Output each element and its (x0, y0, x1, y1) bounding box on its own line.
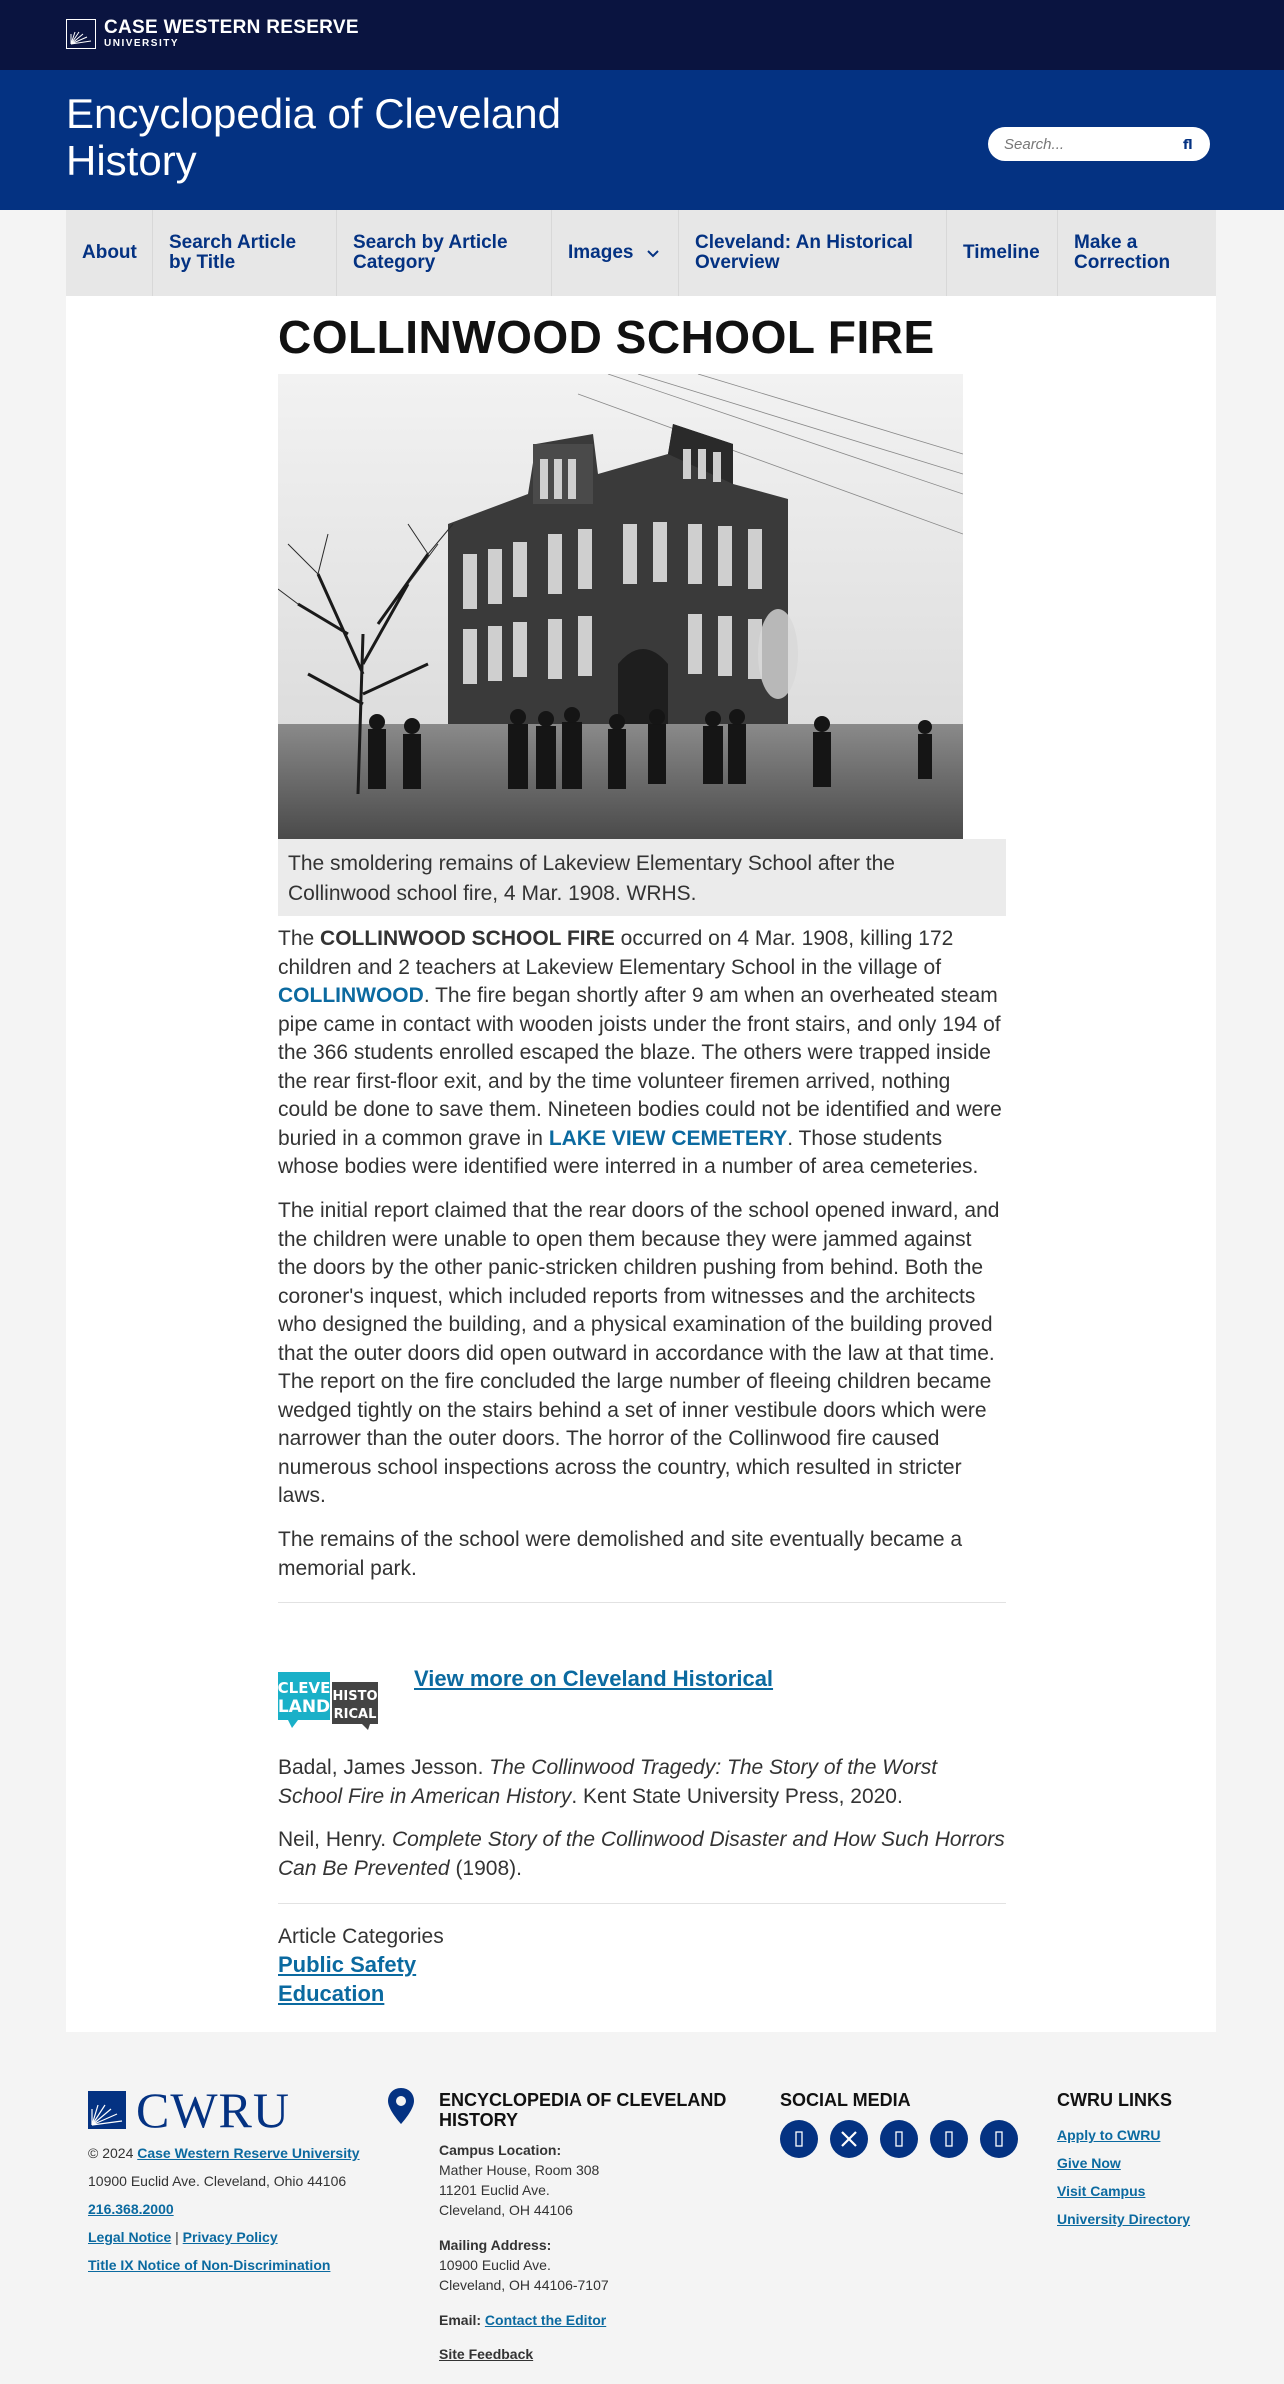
nav-images[interactable]: Images (552, 210, 679, 296)
privacy-policy-link[interactable]: Privacy Policy (182, 2229, 278, 2245)
article-paragraph-1: The COLLINWOOD SCHOOL FIRE occurred on 4 Mar. 1908, killing 172 children and 2 teachers at Lakeview Elementary School in the village of COLLINWOOD. The fire began shortly after 9 am when an overheated steam pipe came in contact with wooden joists under the front stairs, and only 194 of the 366 students enrolled escaped the blaze. The others were trapped inside the rear first-floor exit, and by the time volunteer firemen arrived, nothing could be done to save them. Nineteen bodies could not be identified and were buried in a common grave in LAKE VIEW CEMETERY. Those students whose bodies were identified were interred in a number of area cemeteries. (278, 927, 1002, 1178)
page-title: COLLINWOOD SCHOOL FIRE (278, 311, 935, 363)
footer-legal-links: Legal Notice | Privacy Policy (88, 2229, 278, 2245)
nav-search-by-category[interactable]: Search by Article Category (337, 210, 552, 296)
apply-link[interactable]: Apply to CWRU (1057, 2127, 1161, 2143)
svg-text:LAND: LAND (278, 1697, 331, 1717)
cwru-link[interactable]: Case Western Reserve University (137, 2145, 360, 2161)
nav-search-by-title[interactable]: Search Article by Title (153, 210, 337, 296)
footer-address: 10900 Euclid Ave. Cleveland, Ohio 44106 (88, 2173, 347, 2189)
categories-label: Article Categories (278, 1925, 444, 1948)
category-education[interactable]: Education (278, 1981, 385, 2006)
location-pin-icon (388, 2088, 414, 2129)
search-box (988, 127, 1210, 161)
brand-subname: UNIVERSITY (104, 38, 180, 49)
youtube-icon[interactable] (980, 2120, 1018, 2158)
university-directory-link[interactable]: University Directory (1057, 2211, 1191, 2227)
linkedin-icon[interactable] (930, 2120, 968, 2158)
article-subject: COLLINWOOD SCHOOL FIRE (320, 927, 615, 950)
site-header (0, 70, 1284, 210)
cwru-seal-icon (88, 2091, 126, 2129)
article-paragraph-2: The initial report claimed that the rear doors of the school opened inward, and the children were unable to open them because they were jammed against the doors by the other panic-stricken children pushing from behind. Both the coroner's inquest, which included reports from witnesses and the architects who designed the building, and a physical examination of the building proved that the outer doors did open outward in accordance with the law at that time. The report on the fire concluded the large number of fleeing children became wedged tightly on the stairs behind a set of inner vestibule doors which were narrower than the outer doors. The horror of the Collinwood fire caused numerous school inspections across the country, which resulted in stricter laws. (278, 1199, 1000, 1507)
photo-caption: The smoldering remains of Lakeview Elementary School after the Collinwood school fire, 4 Mar. 1908. WRHS. (278, 839, 1006, 916)
legal-notice-link[interactable]: Legal Notice (88, 2229, 172, 2245)
facebook-icon[interactable] (780, 2120, 818, 2158)
cwru-brand-link[interactable] (66, 18, 359, 49)
reference-item: Badal, James Jesson. The Collinwood Tragedy: The Story of the Worst School Fire in American History. Kent State University Press, 2020. (278, 1756, 938, 1808)
campus-location-label: Campus Location: (439, 2142, 562, 2158)
ech-footer-heading: ENCYCLOPEDIA OF CLEVELAND HISTORY (439, 2090, 727, 2130)
campus-line: 11201 Euclid Ave. (439, 2182, 550, 2198)
x-icon[interactable] (830, 2120, 868, 2158)
nav-about[interactable]: About (66, 210, 153, 296)
email-row: Email: Contact the Editor (439, 2312, 607, 2328)
link-collinwood[interactable]: COLLINWOOD (278, 984, 424, 1007)
contact-editor-link[interactable]: Contact the Editor (484, 2312, 607, 2328)
cwru-footer-logo[interactable] (88, 2082, 290, 2138)
reference-item: Neil, Henry. Complete Story of the Collinwood Disaster and How Such Horrors Can Be Prevented (1908). (278, 1828, 1005, 1880)
site-feedback-link[interactable]: Site Feedback (439, 2346, 534, 2362)
instagram-icon[interactable] (880, 2120, 918, 2158)
give-now-link[interactable]: Give Now (1057, 2155, 1121, 2171)
divider (278, 1903, 1006, 1904)
svg-text:CLEVE: CLEVE (278, 1679, 331, 1697)
svg-text:fl: fl (1183, 138, 1193, 153)
visit-campus-link[interactable]: Visit Campus (1057, 2183, 1146, 2199)
brand-name: CASE WESTERN RESERVE (104, 17, 359, 38)
campus-line: Cleveland, OH 44106 (439, 2202, 573, 2218)
footer-copyright: © 2024 Case Western Reserve University (88, 2145, 360, 2161)
main-nav (66, 210, 1216, 296)
footer-phone-link[interactable]: 216.368.2000 (88, 2201, 174, 2217)
divider (278, 1602, 1006, 1603)
mailing-line: Cleveland, OH 44106-7107 (439, 2277, 609, 2293)
social-media-heading: SOCIAL MEDIA (780, 2090, 911, 2110)
cleveland-historical-link[interactable]: View more on Cleveland Historical (414, 1666, 774, 1691)
svg-text:HISTO: HISTO (332, 1689, 378, 1704)
cleveland-historical-logo[interactable] (278, 1672, 380, 1735)
cwru-links-heading: CWRU LINKS (1057, 2090, 1172, 2110)
mailing-address-label: Mailing Address: (439, 2237, 552, 2253)
campus-line: Mather House, Room 308 (439, 2162, 600, 2178)
site-title[interactable]: Encyclopedia of Cleveland History (66, 90, 561, 184)
cwru-wordmark: CWRU (136, 2082, 290, 2138)
nav-timeline[interactable]: Timeline (947, 210, 1058, 296)
article-photo[interactable] (278, 374, 963, 839)
article-paragraph-3: The remains of the school were demolished and site eventually became a memorial park. (278, 1528, 963, 1580)
chevron-down-icon (647, 243, 659, 263)
title-ix-link[interactable]: Title IX Notice of Non-Discrimination (88, 2257, 331, 2273)
mailing-line: 10900 Euclid Ave. (439, 2257, 551, 2273)
link-lake-view-cemetery[interactable]: LAKE VIEW CEMETERY (548, 1126, 788, 1150)
search-input[interactable] (1004, 134, 1174, 154)
university-topbar (0, 0, 1284, 70)
nav-historical-overview[interactable]: Cleveland: An Historical Overview (679, 210, 947, 296)
cwru-seal-icon (66, 19, 96, 49)
search-icon[interactable] (1180, 135, 1194, 158)
category-public-safety[interactable]: Public Safety (278, 1952, 417, 1977)
nav-make-correction[interactable]: Make a Correction (1074, 232, 1171, 273)
svg-text:RICAL: RICAL (333, 1707, 377, 1722)
